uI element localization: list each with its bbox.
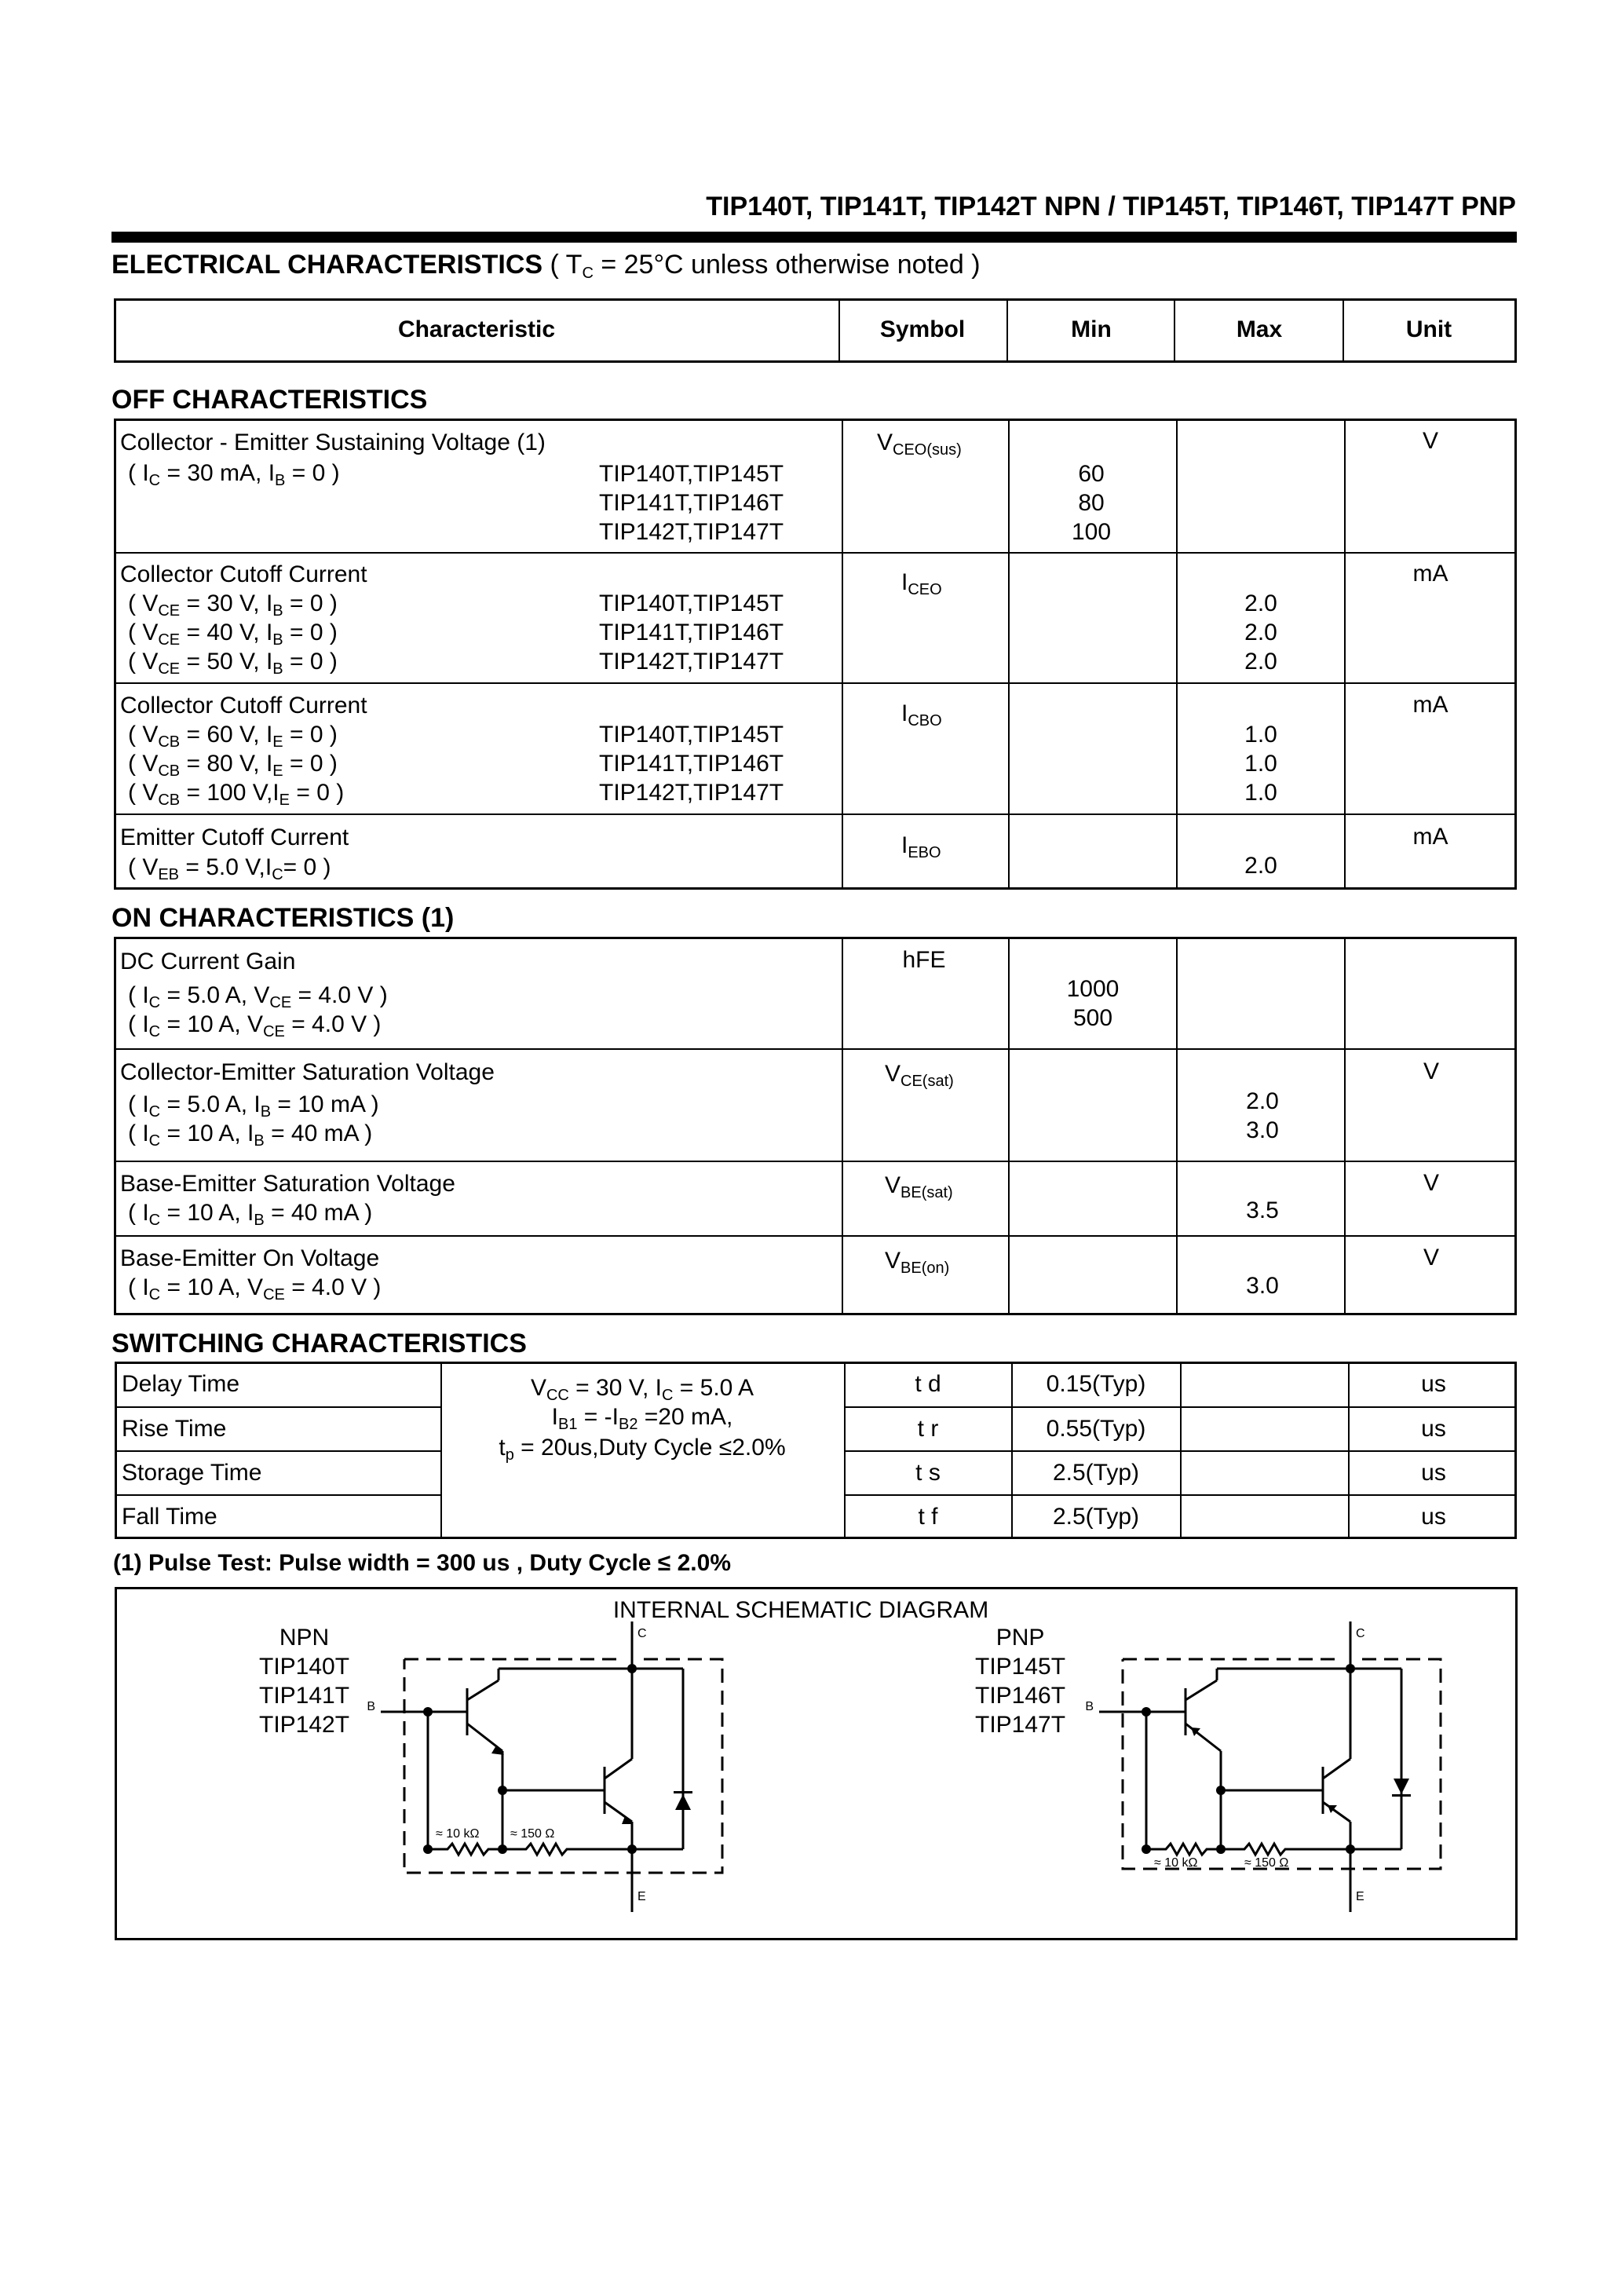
npn-r2-label: ≈ 150 Ω <box>510 1827 555 1841</box>
npn-part: TIP142T <box>259 1712 350 1738</box>
npn-part: TIP140T <box>259 1654 350 1680</box>
on-characteristics-title: ON CHARACTERISTICS (1) <box>111 903 455 933</box>
vbeon-name: Base-Emitter On Voltage <box>120 1245 380 1271</box>
switching-row-value: 0.15(Typ) <box>1046 1371 1146 1397</box>
hfe-cond: ( $I_C = 10$ A, $V_{CE} = 4.0$ V ) <box>128 1011 382 1040</box>
icbo-cond: ( $V_{CB} = 100$ $V,I_E = 0$ ) <box>128 780 345 809</box>
switching-row-value: 0.55(Typ) <box>1046 1416 1146 1442</box>
npn-part: TIP141T <box>259 1683 350 1709</box>
vceo-unit: V <box>1422 428 1439 454</box>
vceo-symbol: $V_{CEO(sus)}$ <box>877 430 962 459</box>
switching-row-unit: us <box>1421 1460 1446 1486</box>
icbo-part: TIP142T,TIP147T <box>599 780 784 806</box>
iceo-parts <box>599 589 784 676</box>
vceo-min <box>1072 459 1111 547</box>
hfe-name: DC Current Gain <box>120 949 296 974</box>
switching-row-unit: us <box>1421 1416 1446 1442</box>
iceo-cond: ( $V_{CE} = 50$ V, $I_B = 0$ ) <box>128 649 338 678</box>
off-characteristics-title: OFF CHARACTERISTICS <box>111 385 428 415</box>
col-characteristic: Characteristic <box>397 316 556 342</box>
icbo-max-value: 1.0 <box>1244 722 1277 748</box>
icbo-max-value: 1.0 <box>1244 751 1277 777</box>
icbo-cond: ( $V_{CB} = 80$ V, $I_E = 0$ ) <box>128 751 338 780</box>
switching-row-value: 2.5(Typ) <box>1052 1504 1140 1530</box>
pnp-part: TIP145T <box>975 1654 1066 1680</box>
hfe-cond: ( $I_C = 5.0$ A, $V_{CE} = 4.0$ V ) <box>128 982 388 1011</box>
hfe-symbol: hFE <box>902 947 946 973</box>
vceo-name: Collector - Emitter Sustaining Voltage (1) <box>120 430 546 455</box>
pnp-pin-b: B <box>1085 1700 1094 1713</box>
ec-cond-post: = 25°C unless otherwise noted ) <box>593 250 981 280</box>
npn-r1-label: ≈ 10 kΩ <box>436 1827 480 1841</box>
icbo-max-value: 1.0 <box>1244 780 1277 806</box>
icbo-conds <box>128 720 344 807</box>
switching-row-symbol: t f <box>918 1504 938 1530</box>
switching-condition: $I_{B1} = -I_{B2} =20$ mA, <box>551 1404 733 1433</box>
iceo-part: TIP142T,TIP147T <box>599 649 784 675</box>
iebo-name: Emitter Cutoff Current <box>120 824 349 850</box>
col-max: Max <box>1236 316 1283 342</box>
pnp-r2-label: ≈ 150 Ω <box>1244 1856 1289 1870</box>
pnp-pin-e: E <box>1356 1890 1364 1903</box>
icbo-max <box>1244 720 1277 807</box>
iebo-cond: ( $V_{EB} = 5.0$ $V,I_C= 0$ ) <box>128 854 331 883</box>
vceo-min-value: 80 <box>1078 490 1105 516</box>
icbo-parts <box>599 720 784 807</box>
vbesat-max: 3.5 <box>1246 1197 1279 1223</box>
col-min: Min <box>1071 316 1112 342</box>
npn-pin-b: B <box>367 1700 375 1713</box>
switching-row-symbol: t s <box>915 1460 941 1486</box>
npn-labels <box>259 1623 349 1739</box>
npn-darlington-schematic <box>361 1621 730 1912</box>
vcesat-max-value: 2.0 <box>1246 1088 1279 1114</box>
iceo-conds <box>128 589 338 676</box>
vbesat-cond: ( $I_C = 10$ A, $I_B = 40$ mA ) <box>128 1200 373 1229</box>
vcesat-name: Collector-Emitter Saturation Voltage <box>120 1059 495 1085</box>
iceo-name: Collector Cutoff Current <box>120 561 367 587</box>
hfe-min <box>1067 974 1120 1033</box>
vceo-part: TIP142T,TIP147T <box>599 519 784 545</box>
icbo-part: TIP141T,TIP146T <box>599 751 784 777</box>
ec-title-bold: ELECTRICAL CHARACTERISTICS <box>111 250 543 280</box>
ec-cond-sub: C <box>582 265 594 282</box>
vbeon-max: 3.0 <box>1246 1273 1279 1299</box>
switching-condition: $t_p$ = 20us,Duty Cycle ≤2.0% <box>499 1435 786 1464</box>
vcesat-cond: ( $I_C = 10$ A, $I_B = 40$ mA ) <box>128 1121 373 1150</box>
header-rule <box>111 232 1517 243</box>
iebo-unit: mA <box>1412 824 1448 850</box>
pnp-labels <box>975 1623 1065 1739</box>
iebo-max: 2.0 <box>1244 853 1277 879</box>
icbo-symbol: $I_{CBO}$ <box>901 700 942 729</box>
schematic-title: INTERNAL SCHEMATIC DIAGRAM <box>612 1597 989 1623</box>
iceo-max-value: 2.0 <box>1244 590 1277 616</box>
pnp-r1-label: ≈ 10 kΩ <box>1154 1856 1198 1870</box>
switching-row-unit: us <box>1421 1504 1446 1530</box>
header-title: TIP140T, TIP141T, TIP142T NPN / TIP145T, TIP146T, TIP147T PNP <box>706 192 1516 221</box>
icbo-cond: ( $V_{CB} = 60$ V, $I_E = 0$ ) <box>128 722 338 751</box>
vceo-min-value: 100 <box>1071 519 1112 545</box>
vbesat-name: Base-Emitter Saturation Voltage <box>120 1171 455 1197</box>
switching-row-unit: us <box>1421 1371 1446 1397</box>
column-header-table <box>114 298 1517 363</box>
hfe-min-value: 500 <box>1072 1005 1113 1031</box>
icbo-name: Collector Cutoff Current <box>120 693 367 718</box>
iceo-symbol: $I_{CEO}$ <box>901 569 942 598</box>
vceo-parts <box>599 459 784 547</box>
icbo-unit: mA <box>1412 692 1448 718</box>
switching-row-value: 2.5(Typ) <box>1052 1460 1140 1486</box>
iceo-max-value: 2.0 <box>1244 649 1277 675</box>
hfe-conds <box>128 981 388 1039</box>
icbo-part: TIP140T,TIP145T <box>599 722 784 748</box>
vbeon-cond: ( $I_C = 10$ A, $V_{CE} = 4.0$ V ) <box>128 1274 382 1303</box>
vbeon-unit: V <box>1423 1245 1440 1270</box>
vcesat-max <box>1246 1087 1279 1145</box>
pnp-pin-c: C <box>1356 1627 1365 1640</box>
iceo-max-value: 2.0 <box>1244 620 1277 645</box>
iceo-cond: ( $V_{CE} = 30$ V, $I_B = 0$ ) <box>128 590 338 620</box>
col-symbol: Symbol <box>879 316 966 342</box>
switching-row-name: Delay Time <box>122 1371 240 1397</box>
vceo-part: TIP140T,TIP145T <box>599 461 784 487</box>
vcesat-symbol: $V_{CE(sat)}$ <box>885 1061 954 1090</box>
vbesat-unit: V <box>1423 1170 1440 1196</box>
npn-pin-c: C <box>637 1627 647 1640</box>
switching-characteristics-title: SWITCHING CHARACTERISTICS <box>111 1329 527 1358</box>
switching-row-symbol: t r <box>917 1416 939 1442</box>
col-unit: Unit <box>1405 316 1452 342</box>
iceo-cond: ( $V_{CE} = 40$ V, $I_B = 0$ ) <box>128 620 338 649</box>
iebo-symbol: $I_{EBO}$ <box>901 832 941 861</box>
pnp-type: PNP <box>995 1625 1045 1651</box>
pnp-part: TIP146T <box>975 1683 1066 1709</box>
iceo-part: TIP141T,TIP146T <box>599 620 784 645</box>
switching-row-name: Fall Time <box>122 1504 217 1530</box>
vceo-cond: ( $I_C = 30$ mA, $I_B = 0$ ) <box>128 460 340 489</box>
vbesat-symbol: $V_{BE(sat)}$ <box>885 1172 953 1201</box>
ec-cond-pre: ( T <box>550 250 583 280</box>
vcesat-unit: V <box>1423 1058 1440 1084</box>
pnp-darlington-schematic <box>1080 1621 1448 1912</box>
hfe-min-value: 1000 <box>1066 976 1120 1002</box>
vceo-min-value: 60 <box>1078 461 1105 487</box>
iceo-unit: mA <box>1412 561 1448 587</box>
vcesat-max-value: 3.0 <box>1246 1117 1279 1143</box>
npn-type: NPN <box>279 1625 330 1651</box>
vbeon-symbol: $V_{BE(on)}$ <box>885 1248 950 1277</box>
footnote: (1) Pulse Test: Pulse width = 300 us , Duty Cycle ≤ 2.0% <box>113 1550 732 1576</box>
vcesat-conds <box>128 1090 379 1148</box>
pnp-part: TIP147T <box>975 1712 1066 1738</box>
switching-condition: $V_{CC} = 30$ V, $I_C = 5.0$ A <box>530 1375 754 1404</box>
switching-row-symbol: t d <box>915 1371 941 1397</box>
iceo-max <box>1244 589 1277 676</box>
electrical-characteristics-title <box>111 250 981 280</box>
iceo-part: TIP140T,TIP145T <box>599 590 784 616</box>
switching-row-name: Storage Time <box>122 1460 262 1486</box>
npn-pin-e: E <box>637 1890 646 1903</box>
vceo-part: TIP141T,TIP146T <box>599 490 784 516</box>
switching-row-name: Rise Time <box>122 1416 227 1442</box>
vcesat-cond: ( $I_C = 5.0$ A, $I_B = 10$ mA ) <box>128 1091 379 1121</box>
